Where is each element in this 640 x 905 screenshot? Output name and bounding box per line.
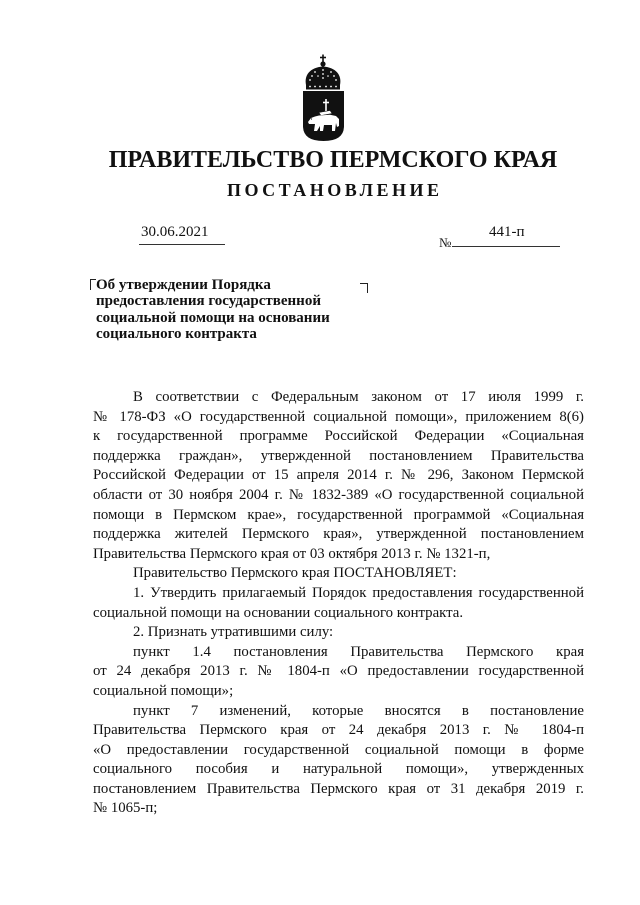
subject-line: предоставления государственной bbox=[96, 293, 321, 310]
document-body bbox=[93, 388, 584, 819]
body-line: «О предоставлении государственной социальной помощи в форме bbox=[93, 741, 584, 758]
date-underline bbox=[139, 244, 225, 245]
body-line: пункт 1.4 постановления Правительства Пермского края bbox=[133, 643, 584, 660]
coat-of-arms-icon bbox=[298, 54, 348, 144]
document-date: 30.06.2021 bbox=[141, 224, 209, 240]
body-line: Правительство Пермского края ПОСТАНОВЛЯЕТ: bbox=[133, 565, 457, 582]
body-line: В соответствии с Федеральным законом от 17 июля 1999 г. bbox=[133, 389, 584, 405]
document-number: 441-п bbox=[489, 224, 525, 240]
document-type: ПОСТАНОВЛЕНИЕ bbox=[226, 180, 443, 200]
subject-line: социальной помощи на основании bbox=[96, 309, 330, 326]
repealed-item-paragraph bbox=[93, 702, 584, 820]
body-line: 1. Утвердить прилагаемый Порядок предоставления государственной bbox=[133, 584, 584, 601]
document-subject bbox=[96, 277, 330, 342]
body-line: № 1065-п; bbox=[93, 800, 158, 817]
body-line: Правительства Пермского края от 24 декабря 2013 г. № 1804-п bbox=[93, 722, 584, 739]
number-sign: № bbox=[439, 235, 452, 250]
repealed-item-paragraph bbox=[93, 643, 584, 702]
body-line: пункт 7 изменений, которые вносятся в постановление bbox=[133, 702, 584, 719]
body-line: 2. Признать утратившими силу: bbox=[133, 624, 334, 641]
body-line: постановлением Правительства Пермского края от 31 декабря 2019 г. bbox=[93, 780, 584, 797]
body-line: Правительства Пермского края от 03 октября 2013 г. № 1321-п, bbox=[93, 545, 491, 562]
resolution-statement bbox=[93, 564, 584, 584]
body-line: № 178-ФЗ «О государственной социальной помощи», приложением 8(6) bbox=[93, 408, 584, 425]
body-line: поддержка граждан», утвержденной постановлением Правительства bbox=[93, 447, 584, 464]
number-underline bbox=[452, 246, 560, 247]
preamble-paragraph bbox=[93, 388, 584, 564]
organization-title: ПРАВИТЕЛЬСТВО ПЕРМСКОГО КРАЯ bbox=[108, 147, 558, 173]
subject-bracket-right bbox=[360, 283, 368, 293]
body-line: от 24 декабря 2013 г. № 1804-п «О предоставлении государственной bbox=[93, 663, 584, 680]
body-line: Российской Федерации от 15 апреля 2014 г. № 296, Законом Пермской bbox=[93, 467, 584, 484]
clause-2-paragraph bbox=[93, 623, 584, 643]
body-line: помощи в Пермском крае», государственной программой «Социальная bbox=[93, 506, 584, 523]
body-line: области от 30 ноября 2004 г. № 1832-389 «О государственной социальной bbox=[93, 486, 584, 503]
body-line: к государственной программе Российской Федерации «Социальная bbox=[93, 428, 584, 445]
body-line: поддержка жителей Пермского края», утвержденной постановлением bbox=[93, 526, 584, 543]
clause-1-paragraph bbox=[93, 584, 584, 623]
body-line: социальной помощи»; bbox=[93, 682, 234, 699]
subject-line: социального контракта bbox=[96, 325, 257, 342]
body-line: социальной помощи на основании социального контракта. bbox=[93, 604, 464, 621]
body-line: социального пособия и натуральной помощи», утвержденных bbox=[93, 761, 584, 778]
subject-line: Об утверждении Порядка bbox=[96, 277, 271, 293]
